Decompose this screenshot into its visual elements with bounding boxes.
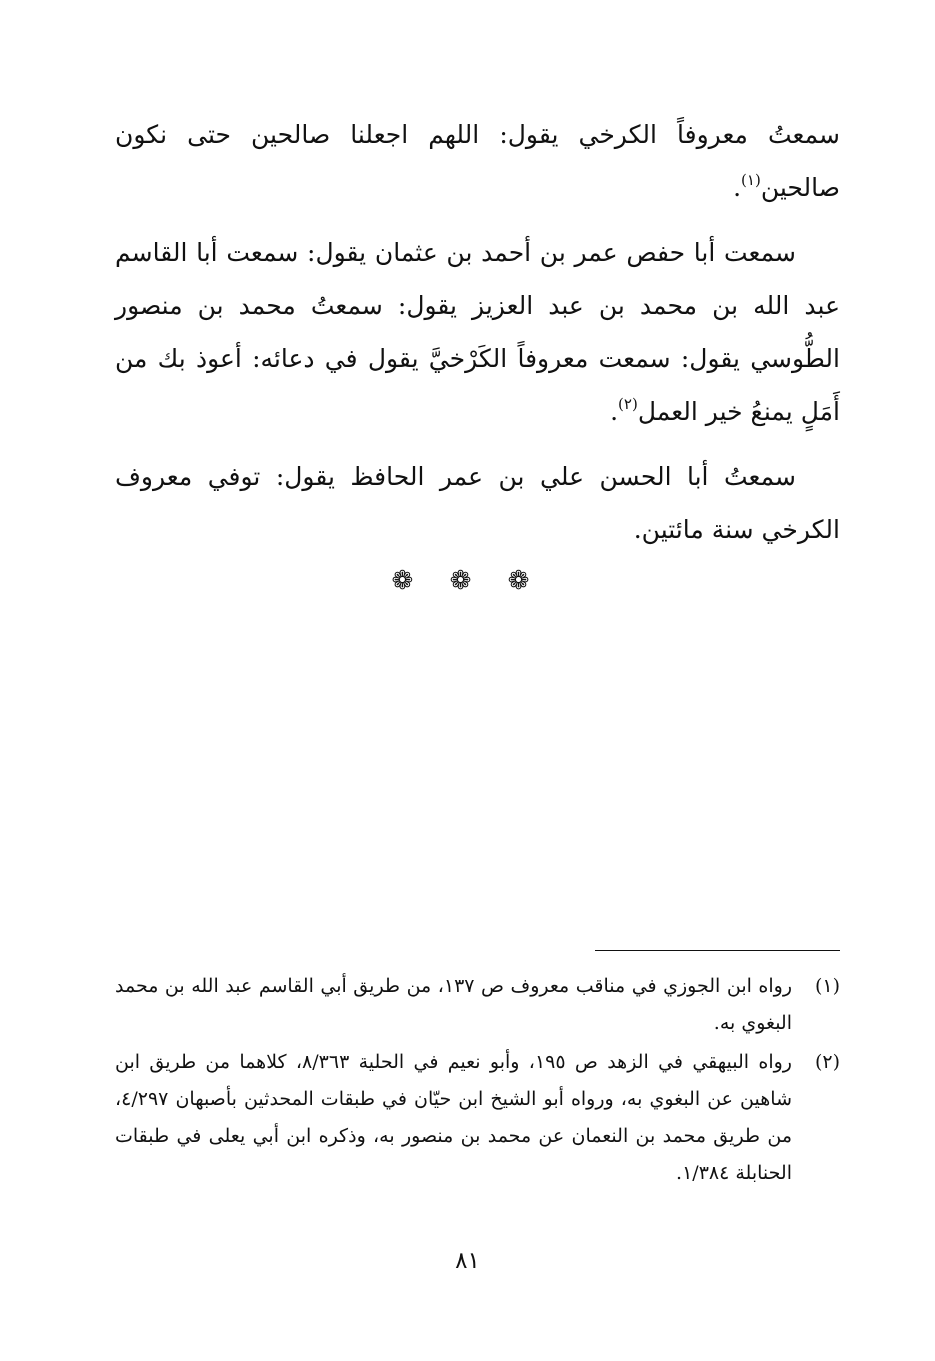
paragraph-2	[115, 226, 840, 438]
paragraph-text: سمعت أبا حفص عمر بن أحمد بن عثمان يقول: سمعت أبا القاسم عبد الله بن محمد بن عبد العزيز يقول: سمعتُ محمد بن منصور الطُّوسي يقول: سمعت معروفاً الكَرْخيَّ يقول في دعائه: أعوذ بك من أَمَلٍ يمنعُ خير العمل	[115, 238, 840, 426]
footnote-ref-1: (١)	[741, 171, 761, 189]
paragraph-end: .	[733, 173, 742, 202]
paragraph-1	[115, 108, 840, 214]
paragraph-end: .	[610, 397, 619, 426]
footnote-number: (٢)	[814, 1051, 840, 1073]
footnote-ref-2: (٢)	[618, 395, 638, 413]
page-number: ٨١	[455, 1248, 480, 1274]
footnotes	[115, 968, 840, 1194]
section-separator: ❁ ❁ ❁	[391, 566, 544, 596]
footnote-text: رواه البيهقي في الزهد ص ١٩٥، وأبو نعيم في الحلية ٨/٣٦٣، كلاهما من طريق ابن شاهين عن البغوي به، ورواه أبو الشيخ ابن حيّان في طبقات المحدثين بأصبهان ٤/٢٩٧، من طريق محمد بن النعمان عن محمد بن منصور به، وذكره ابن أبي يعلى في طبقات الحنابلة ١/٣٨٤.	[115, 1051, 792, 1184]
footnote-number: (١)	[814, 975, 840, 997]
footnote-2	[115, 1044, 840, 1192]
footnote-divider	[595, 950, 840, 951]
paragraph-text: سمعتُ معروفاً الكرخي يقول: اللهم اجعلنا صالحين حتى نكون صالحين	[115, 120, 840, 202]
main-text	[115, 108, 840, 568]
paragraph-text: سمعتُ أبا الحسن علي بن عمر الحافظ يقول: توفي معروف الكرخي سنة مائتين.	[115, 462, 840, 544]
footnote-1	[115, 968, 840, 1042]
footnote-text: رواه ابن الجوزي في مناقب معروف ص ١٣٧، من طريق أبي القاسم عبد الله بن محمد البغوي به.	[115, 975, 792, 1034]
paragraph-3	[115, 450, 840, 556]
